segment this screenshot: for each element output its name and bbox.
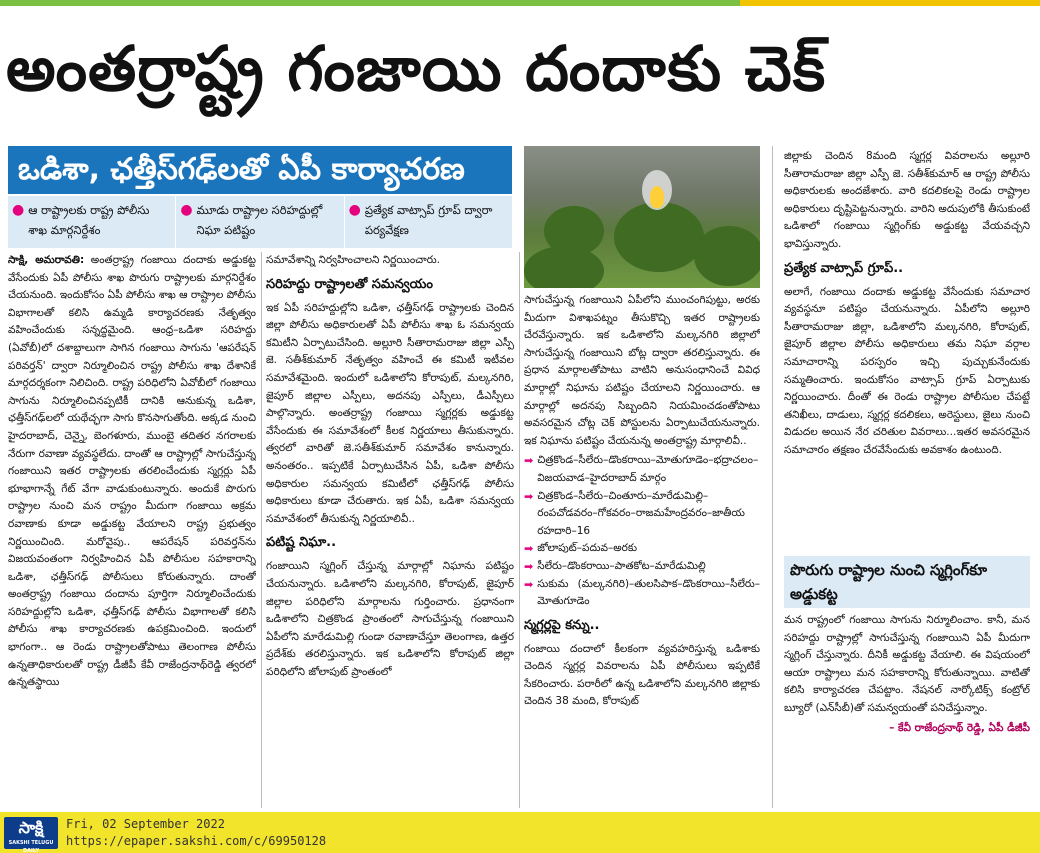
article-paragraph: సమావేశాన్ని నిర్వహించాలని నిర్ణయించారు.: [266, 254, 440, 266]
headline: అంతర్రాష్ట్ర గంజాయి దందాకు చెక్: [6, 32, 827, 105]
article-paragraph: సాగుచేస్తున్న గంజాయిని ఏపీలోని ముంచంగిపుట్టు, అరకు మీదుగా విశాఖపట్నం తీసుకొచ్చి ఇతర రాష్ట్రాలకు చేరవేస్తున్నారు. ఇక ఒడిశాలోని మల్కనగిరి జిల్లాలో సాగుచేస్తున్న గంజాయిని బోట్ల ద్వారా తరలిస్తున్నారు. ఈ ప్రధాన మార్గాలతోపాటు వాటిని అనుసంధానించే వివిధ మార్గాల్లో నిఘాను పటిష్టం చేయాలని నిర్ణయించారు. ఆ మార్గాల్లో అదనపు సిబ్బందిని నియమించడంతోపాటు అవసరమైన చోట్ల చెక్‌ పోస్టులను ఏర్పాటుచేయనున్నారు. ఇక నిఘాను పటిష్టం చేయనున్న అంతర్రాష్ట్ర మార్గాలివీ..: [524, 294, 760, 447]
section-heading: స్మగ్లర్లపై కన్ను..: [524, 617, 600, 633]
article-column-1: [8, 252, 256, 808]
arrow-icon: ➡: [524, 559, 534, 573]
route-item: [524, 540, 760, 558]
article-column-3: [524, 292, 760, 808]
subheadline: ఒడిశా, ఛత్తీస్‌గఢ్‌లతో ఏపీ కార్యాచరణ: [8, 146, 512, 194]
arrow-icon: ➡: [524, 454, 534, 468]
section-heading: పటిష్ట నిఘా..: [266, 535, 337, 551]
article-column-4: [784, 148, 1030, 548]
bullet-text: ప్రత్యేక వాట్సాప్‌ గ్రూప్‌ ద్వారా పర్యవేక్షణ: [364, 203, 493, 237]
route-item: [524, 576, 760, 611]
section-heading: సరిహద్దు రాష్ట్రాలతో సమన్వయం: [266, 276, 433, 292]
quote-signature: – కేవీ రాజేంద్రనాథ్‌ రెడ్డి, ఏపీ డీజీపీ: [889, 721, 1030, 734]
edition-date: Fri, 02 September 2022: [66, 817, 225, 831]
arrow-icon: ➡: [524, 577, 534, 591]
quote-text: మన రాష్ట్రంలో గంజాయి సాగును నిర్మూలించాం. కానీ, మన సరిహద్దు రాష్ట్రాల్లో సాగుచేస్తున్న గంజాయిని ఏపీ మీదుగా స్మగ్లింగ్‌ చేస్తున్నారు. దీనికీ అడ్డుకట్ట వేయాలి. ఈ విషయంలో ఆయా రాష్ట్రాలు మన సహకారాన్ని కోరుతున్నాయి. వాటితో కలిసి కార్యాచరణ చేపట్టాం. నేషనల్‌ నార్కోటిక్స్‌ కంట్రోల్‌ బ్యూరో (ఎన్‌సీబీ)తో సమన్వయంతో పనిచేస్తున్నాం.: [784, 614, 1030, 714]
quote-box: [784, 556, 1030, 608]
top-color-bar-accent: [740, 0, 1040, 6]
article-paragraph: అలాగే, గంజాయి దందాకు అడ్డుకట్ట వేసేందుకు సమాచార వ్యవస్థనూ పటిష్టం చేయనున్నారు. ఏపీలోని అల్లూరి సీతారామరాజు జిల్లా, ఒడిశాలోని మల్కనగిరి, కోరాపుట్, జైపూర్‌ జిల్లాల పోలీసు అధికారులు తమ నిఘా వర్గాల సమాచారాన్ని పరస్పరం ఇచ్చి పుచ్చుకునేందుకు సమ్మతించారు. ఇందుకోసం వాట్సాప్‌ గ్రూప్‌ ఏర్పాటుకు నిర్ణయించారు. దీంతో ఈ రెండు రాష్ట్రాల పోలీసుల చేపట్టే తనిఖీలు, దాడులు, స్మగ్లర్ల కదలికలు, అరెస్టులు, జైలు నుంచి విడుదల అయిన నేర చరితుల వివరాలు...ఇతర అవసరమైన సమాచారం తక్షణం చేరవేసేందుకు అవకాశం ఉంటుంది.: [784, 285, 1030, 456]
bullet-icon: ●: [348, 202, 361, 218]
route-text: సుకుమ (మల్కనగిరి)–తులసిపాక–డొంకరాయి–సీలేరు–మోతుగూడెం: [537, 577, 760, 608]
article-column-2: [266, 252, 514, 808]
highlight-bullets: [8, 196, 512, 248]
section-heading: ప్రత్యేక వాట్సాప్‌ గ్రూప్‌..: [784, 260, 904, 276]
article-paragraph: గంజాయి దందాలో కీలకంగా వ్యవహరిస్తున్న ఒడిశాకు చెందిన స్మగ్లర్ల వివరాలను ఏపీ పోలీసులు ఇప్పటికే సేకరించారు. పరారీలో ఉన్న ఒడిశాలోని మల్కనగిరి జిల్లాకు చెందిన 38 మంది, కోరాపుట్‌: [524, 642, 760, 708]
route-item: [524, 452, 760, 487]
arrow-icon: ➡: [524, 489, 534, 503]
arrow-icon: ➡: [524, 542, 534, 556]
route-item: [524, 558, 760, 576]
article-paragraph: జిల్లాకు చెందిన 8మంది స్మగ్లర్ల వివరాలను అల్లూరి సీతారామరాజు జిల్లా ఎస్పీ జె. సతీశ్‌కుమార్‌ ఆ రాష్ట్ర పోలీసు అధికారులకు అందజేశారు. వారి కదలికలపై రెండు రాష్ట్రాల అధికారులు దృష్టిపెట్టనున్నారు. వారిని అదుపులోకి తీసుకుంటే ఒడిశాలో గంజాయి స్మగ్లింగ్‌కు అడ్డుకట్ట వేయవచ్చని భావిస్తున్నారు.: [784, 150, 1030, 250]
column-divider: [519, 252, 520, 808]
article-paragraph: [8, 252, 256, 692]
article-paragraph: గంజాయిని స్మగ్లింగ్‌ చేస్తున్న మార్గాల్లో నిఘాను పటిష్టం చేయనున్నారు. ఒడిశాలోని మల్కనగిరి, కోరాపుట్, జైపూర్‌ జిల్లాల పరిధిలోని మార్గాలను గుర్తించారు. ప్రధానంగా ఒడిశాలోని చిత్రకొండ ప్రాంతంలో సాగుచేస్తున్న గంజాయిని ఏపీలోని మారేడుమిల్లి గుండా రవాణాచేస్తూ తెలంగాణ, ఉత్తర ప్రదేశ్‌కు తరలిస్తున్నారు. ఇక ఒడిశాలోని కోరాపుట్‌ జిల్లా పరిధిలోని జోలాపుట్‌ ప్రాంతంలో: [266, 560, 514, 678]
ganja-field-photo: [524, 146, 760, 288]
quote-box-title: పొరుగు రాష్ట్రాల నుంచి స్మగ్లింగ్‌కూ అడ్డుకట్ట: [790, 561, 988, 603]
route-text: చిత్రకొండ–సీలేరు–చింతూరు–మారేడుమిల్లి–రంపచోడవరం–గోకవరం–రాజమహేంద్రవరం–జాతీయ రహదారి–16: [537, 489, 745, 537]
article-text: అంతర్రాష్ట్ర గంజాయి దందాకు అడ్డుకట్ట వేసేందుకు ఏపీ పోలీసు శాఖ పొరుగు రాష్ట్రాలకు మార్గనిర్దేశం చేయనుంది. ఇందుకోసం ఏపీ పోలీసు శాఖ ఆ రాష్ట్రాల పోలీసు విభాగాలతో కలిసి ఉమ్మడి కార్యాచరణకు నేతృత్వం వహించేందుకు సన్నద్ధమైంది. ఆంధ్ర–ఒడిశా సరిహద్దు (ఏవోబీ)లో దశాబ్దాలుగా సాగిన గంజాయి సాగును 'ఆపరేషన్‌ పరివర్తన్‌' ద్వారా నిర్మూలించిన రాష్ట్ర పోలీసు శాఖ దేశానికే మార్గదర్శకంగా నిలిచింది. రాష్ట్ర పరిధిలోని ఏవోబీలో గంజాయి సాగును నిర్మూలించినప్పటికీ దానికి ఆనుకున్న ఒడిశా, ఛత్తీస్‌గఢ్‌లలో యథేచ్ఛగా సాగు కొనసాగుతోంది. అక్కడ నుంచి హైదరాబాద్, చెన్నై, బెంగళూరు, ముంబై తదితర నగరాలకు నేరుగా రవాణా వ్యవస్థలేదు. దాంతో ఆ రాష్ట్రాల్లో సాగుచేస్తున్న గంజాయిని ఇతర రాష్ట్రాలకు తరలించేందుకు స్మగ్లర్లు ఏపీ భూభాగాన్నే గేట్‌ వేగా వాడుకుంటున్నారు. అందుకే పొరుగు రాష్ట్రాల నుంచి మన రాష్ట్రం మీదుగా గంజాయి అక్రమ రవాణాకు కూడా అడ్డుకట్ట వేయాలని రాష్ట్ర ప్రభుత్వం నిర్ణయించింది. మరోవైపు.. ఆపరేషన్‌ పరివర్తన్‌ను విజయవంతంగా నిర్వహించిన ఏపీ పోలీసుల సహకారాన్ని ఒడిశా, ఛత్తీస్‌గఢ్‌ పోలీసులు కోరుతున్నారు. దాంతో అంతర్రాష్ట్ర గంజాయి దందాను పూర్తిగా నిర్మూలించేందుకు సరిహద్దుల్లోని ఒడిశా, ఛత్తీస్‌గఢ్‌ పోలీసు విభాగాలతో కలిసి పోలీసు శాఖ కార్యాచరణకు ఉపక్రమించింది. ఇందులో భాగంగా.. ఆ రెండు రాష్ట్రాలతోపాటు తెలంగాణ పోలీసు ఉన్నతాధికారులతో రాష్ట్ర డీజీపీ కేవీ రాజేంద్రనాథ్‌రెడ్డి త్వరలో ఉన్నతస్థాయి: [8, 254, 256, 689]
bullet-text: మూడు రాష్ట్రాల సరిహద్దుల్లో నిఘా పటిష్టం: [196, 203, 323, 237]
route-text: జోలాపుట్–పదువ–అరకు: [537, 542, 637, 555]
dateline: సాక్షి, అమరావతి:: [8, 254, 85, 266]
highlight-bullet: [345, 196, 512, 248]
column-divider: [772, 146, 773, 808]
bullet-icon: ●: [12, 202, 25, 218]
logo-subtext: SAKSHI TELUGU DAILY: [8, 840, 54, 853]
fire-icon: [650, 186, 664, 208]
logo-text: సాక్షి: [18, 818, 44, 837]
highlight-bullet: [176, 196, 344, 248]
sakshi-logo[interactable]: [4, 817, 58, 853]
footer-bar: [0, 812, 1040, 853]
highlight-bullet: [8, 196, 176, 248]
epaper-url[interactable]: https://epaper.sakshi.com/c/69950128: [66, 834, 327, 848]
route-text: చిత్రకొండ–సీలేరు–డొంకరాయి–మోతుగూడెం–భద్రాచలం–విజయవాడ–హైదరాబాద్‌ మార్గం: [537, 454, 759, 484]
quote-box-body: [784, 612, 1030, 808]
bullet-text: ఆ రాష్ట్రాలకు రాష్ట్ర పోలీసు శాఖ మార్గనిర్దేశం: [28, 203, 150, 237]
route-item: [524, 488, 760, 541]
bullet-icon: ●: [180, 202, 193, 218]
route-text: సీలేరు–డొంకరాయి–పాతకోట–మారేడుమిల్లి: [537, 559, 706, 572]
column-divider: [261, 252, 262, 808]
article-paragraph: ఇక ఏపీ సరిహద్దుల్లోని ఒడిశా, ఛత్తీస్‌గఢ్‌ రాష్ట్రాలకు చెందిన జిల్లా పోలీసు అధికారులతో ఏపీ పోలీసు శాఖ ఓ సమన్వయ కమిటీని ఏర్పాటుచేసింది. అల్లూరి సీతారామరాజు జిల్లా ఎస్పీ జె. సతీశ్‌కుమార్‌ నేతృత్వం వహించే ఈ కమిటీ ఇటీవల సమావేశమైంది. ఇందులో ఒడిశాలోని కోరాపుట్, మల్కనగిరి, జైపూర్‌ జిల్లాల ఎస్పీలు, అదనపు ఎస్పీలు, డీఎస్పీలు పాల్గొన్నారు. అంతర్రాష్ట్ర గంజాయి స్మగ్లర్లకు అడ్డుకట్ట వేసేందుకు ఈ సమావేశంలో కీలక నిర్ణయాలు తీసుకున్నారు. త్వరలో వారితో జె.సతీశ్‌కుమార్‌ సమావేశం కానున్నారు. అనంతరం.. ఇప్పటికే ఏర్పాటుచేసిన ఏపీ, ఒడిశా పోలీసు అధికారుల సమన్వయ కమిటీలో ఛత్తీస్‌గఢ్‌ పోలీసు అధికారులు కూడా చేరుతారు. ఇక ఏపీ, ఒడిశా సమన్వయ సమావేశంలో తీసుకున్న నిర్ణయాలివీ..: [266, 301, 514, 525]
